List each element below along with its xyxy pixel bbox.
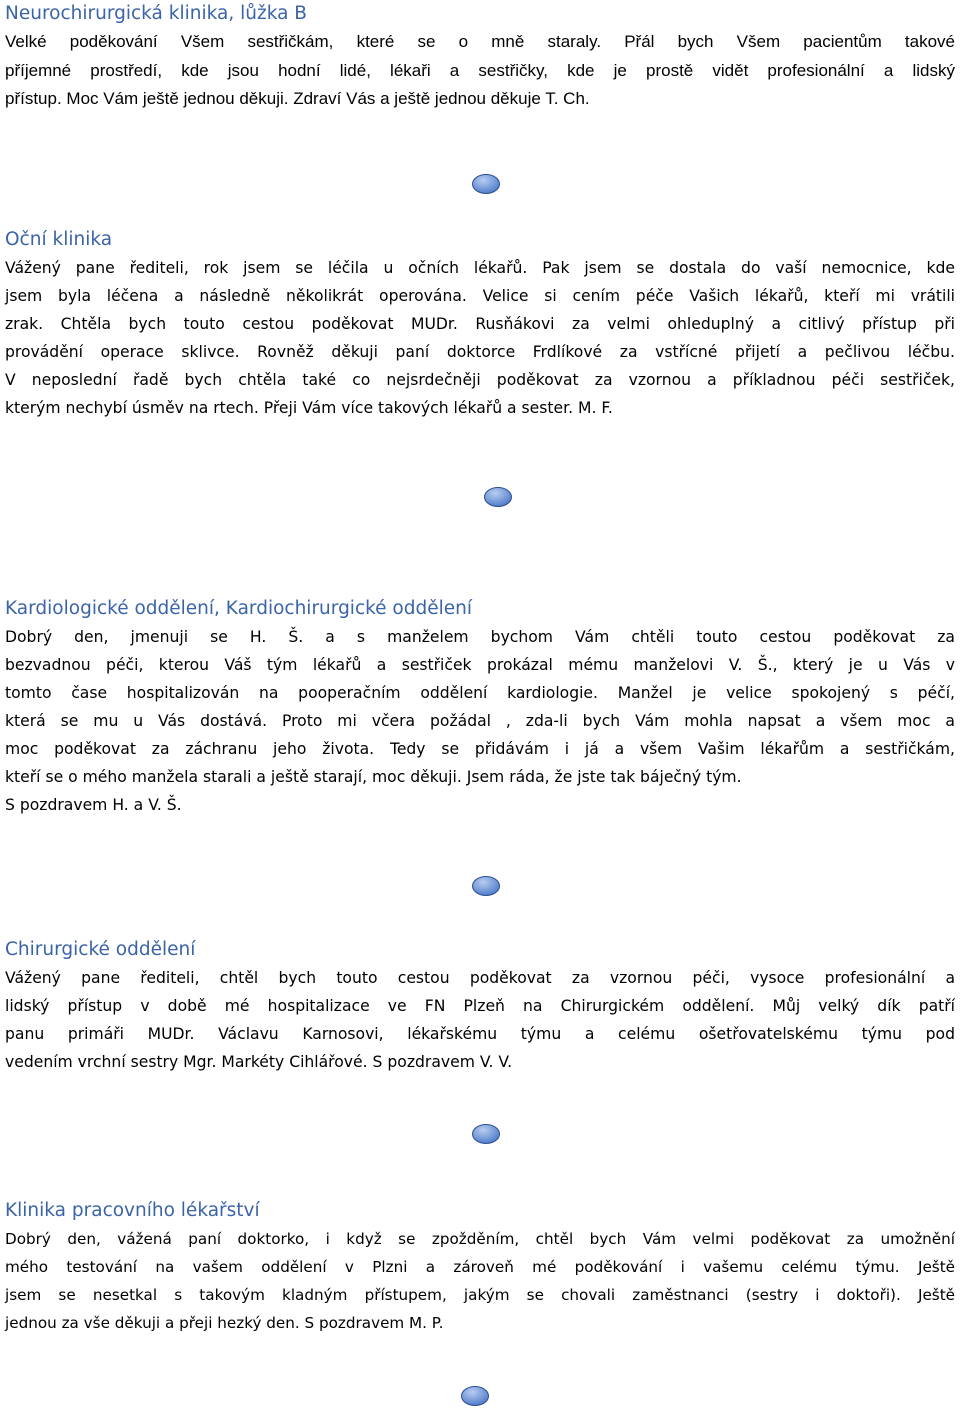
- text-line: vedením vrchní sestry Mgr. Markéty Cihlářové. S pozdravem V. V.: [5, 1053, 513, 1071]
- section-text: [5, 964, 955, 1076]
- section-neurochirurgie: [5, 0, 955, 114]
- text-line: bezvadnou péči, kterou Váš tým lékařů a sestřiček prokázal mému manželovi V. Š., který je u Vás v: [5, 656, 955, 674]
- section-title: Neurochirurgická klinika, lůžka B: [5, 3, 307, 24]
- oval-bullet-icon: [483, 486, 513, 508]
- text-line: S pozdravem H. a V. Š.: [5, 796, 182, 814]
- text-line: provádění operace sklivce. Rovněž děkuji paní doktorce Frdlíkové za vstřícné přijetí a pečlivou léčbu.: [5, 343, 955, 361]
- text-line: kterým nechybí úsměv na rtech. Přeji Vám více takových lékařů a sester. M. F.: [5, 399, 613, 417]
- text-line: panu primáři MUDr. Václavu Karnosovi, lékařskému týmu a celému ošetřovatelskému týmu pod: [5, 1025, 955, 1043]
- section-kardiologie: [5, 595, 955, 819]
- text-line: která se mu u Vás dostává. Proto mi včera požádal , zda-li bych Vám mohla napsat a všem moc a: [5, 712, 955, 730]
- text-line: Vážený pane řediteli, rok jsem se léčila u očních lékařů. Pak jsem se dostala do vaší nemocnice, kde: [5, 259, 955, 277]
- text-line: mého testování na vašem oddělení v Plzni a zároveň mé poděkování i vašemu celému týmu. Ještě: [5, 1258, 955, 1276]
- oval-bullet-icon: [471, 1123, 501, 1145]
- text-line: Dobrý den, jmenuji se H. Š. a s manželem bychom Vám chtěli touto cestou poděkovat za: [5, 628, 955, 646]
- text-line: moc poděkovat za záchranu jeho života. Tedy se přidávám i já a všem Vašim lékařům a sestřičkám,: [5, 740, 955, 758]
- text-line: zrak. Chtěla bych touto cestou poděkovat MUDr. Rusňákovi za velmi ohleduplný a citlivý přístup při: [5, 315, 955, 333]
- text-line: jednou za vše děkuji a přeji hezký den. S pozdravem M. P.: [5, 1314, 444, 1332]
- oval-bullet-shape: [485, 488, 512, 507]
- text-line: Velké poděkování Všem sestřičkám, které se o mně staraly. Přál bych Všem pacientům takové: [5, 32, 955, 51]
- text-line: lidský přístup v době mé hospitalizace ve FN Plzeň na Chirurgickém oddělení. Můj velký dík patří: [5, 997, 955, 1015]
- text-line: přístup. Moc Vám ještě jednou děkuji. Zdraví Vás a ještě jednou děkuje T. Ch.: [5, 89, 590, 109]
- section-title: Klinika pracovního lékařství: [5, 1200, 260, 1221]
- section-text: [5, 28, 955, 114]
- oval-bullet-icon: [471, 173, 501, 195]
- section-text: [5, 623, 955, 819]
- text-line: Dobrý den, vážená paní doktorko, i když se zpožděním, chtěl bych Vám velmi poděkovat za umožnění: [5, 1230, 955, 1248]
- oval-bullet-icon: [460, 1385, 490, 1407]
- oval-bullet-shape: [473, 1125, 500, 1144]
- oval-bullet-icon: [471, 875, 501, 897]
- section-pracovni-lekarstvi: [5, 1197, 955, 1337]
- section-ocni-klinika: [5, 226, 955, 422]
- text-line: tomto čase hospitalizován na pooperačním oddělení kardiologie. Manžel je velice spokojený s péčí,: [5, 684, 955, 702]
- text-line: V neposlední řadě bych chtěla také co nejsrdečněji poděkovat za vzornou a příkladnou péči sestřiček,: [5, 371, 955, 389]
- text-line: příjemné prostředí, kde jsou hodní lidé, lékaři a sestřičky, kde je prostě vidět profesionální a lidský: [5, 60, 955, 80]
- text-line: Vážený pane řediteli, chtěl bych touto cestou poděkovat za vzornou péči, vysoce profesionální a: [5, 969, 955, 987]
- section-title: Kardiologické oddělení, Kardiochirurgické oddělení: [5, 598, 473, 619]
- section-title: Oční klinika: [5, 229, 113, 250]
- text-line: jsem se nesetkal s takovým kladným přístupem, jakým se chovali zaměstnanci (sestry i doktoři). Ještě: [5, 1286, 955, 1304]
- text-line: jsem byla léčena a následně několikrát operována. Velice si cením péče Vašich lékařů, kteří mi vrátili: [5, 287, 955, 305]
- oval-bullet-shape: [473, 877, 500, 896]
- section-text: [5, 254, 955, 422]
- text-line: kteří se o mého manžela starali a ještě starají, moc děkuji. Jsem ráda, že jste tak báječný tým.: [5, 768, 742, 786]
- section-title: Chirurgické oddělení: [5, 939, 196, 960]
- oval-bullet-shape: [473, 175, 500, 194]
- section-text: [5, 1225, 955, 1337]
- oval-bullet-shape: [462, 1387, 489, 1406]
- section-chirurgie: [5, 936, 955, 1076]
